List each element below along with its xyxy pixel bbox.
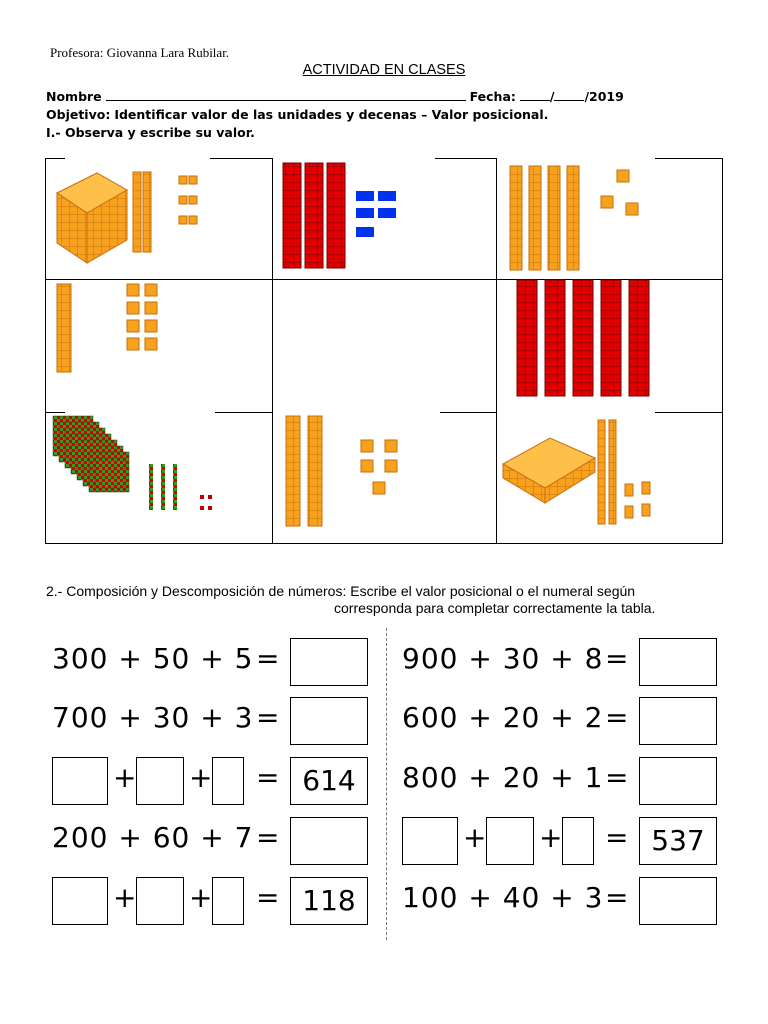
ten-rod-icon (305, 163, 323, 268)
plus-sign: + (539, 821, 563, 854)
ten-rod-icon (143, 172, 151, 252)
equals-sign: = (605, 761, 629, 794)
addend-hundreds: 700 (52, 701, 109, 734)
date-month-field[interactable] (554, 88, 584, 101)
plus-sign: + (108, 701, 153, 734)
section1-title: I.- Observa y escribe su valor. (46, 125, 255, 140)
name-label: Nombre (46, 89, 102, 104)
equation-expression (402, 761, 603, 794)
result-answer-box[interactable] (290, 697, 368, 745)
ten-rod-icon (327, 163, 345, 268)
addend-hundreds: 100 (402, 881, 459, 914)
ten-rod-icon (573, 280, 593, 396)
equation-expression (52, 821, 253, 854)
equals-sign: = (256, 642, 280, 675)
plus-sign: + (190, 821, 235, 854)
blocks-illustrations (45, 158, 723, 544)
addend-units: 1 (584, 761, 604, 794)
plus-sign: + (458, 881, 503, 914)
hundreds-answer-box[interactable] (402, 817, 458, 865)
equals-sign: = (605, 642, 629, 675)
ten-rod-icon (517, 280, 537, 396)
units-answer-box[interactable] (212, 877, 244, 925)
ten-rod-icon (629, 280, 649, 396)
equals-sign: = (256, 881, 280, 914)
addend-units: 3 (584, 881, 604, 914)
addend-units: 2 (584, 701, 604, 734)
addend-tens: 40 (502, 881, 541, 914)
hundreds-flats-icon (53, 416, 129, 492)
plus-sign: + (189, 761, 213, 794)
plus-sign: + (189, 881, 213, 914)
section2-title: 2.- Composición y Descomposición de números: Escribe el valor posicional o el numeral según (46, 583, 636, 599)
objective-text: Identificar valor de las unidades y decenas – Valor posicional. (114, 107, 549, 122)
addend-hundreds: 800 (402, 761, 459, 794)
addend-units: 5 (234, 642, 254, 675)
date-separator: / (549, 89, 555, 104)
result-answer-box[interactable] (639, 697, 717, 745)
objective-label: Objetivo: (46, 107, 111, 122)
units-answer-box[interactable] (562, 817, 594, 865)
ten-rod-icon (510, 166, 522, 270)
addend-units: 8 (584, 642, 604, 675)
plus-sign: + (190, 701, 235, 734)
addend-tens: 60 (152, 821, 191, 854)
addend-tens: 30 (152, 701, 191, 734)
result-number: 118 (290, 877, 368, 925)
page-title: ACTIVIDAD EN CLASES (302, 62, 466, 78)
equation-expression (402, 701, 603, 734)
hundreds-stack-icon (57, 173, 127, 263)
plus-sign: + (108, 821, 153, 854)
result-answer-box[interactable] (639, 877, 717, 925)
addend-tens: 20 (502, 761, 541, 794)
plus-sign: + (113, 881, 137, 914)
date-year: /2019 (584, 89, 624, 104)
ten-rod-icon (548, 166, 560, 270)
section2-subtitle: corresponda para completar correctamente la tabla. (334, 600, 656, 616)
plus-sign: + (540, 881, 585, 914)
plus-sign: + (113, 761, 137, 794)
ten-rod-icon (133, 172, 141, 252)
plus-sign: + (458, 642, 503, 675)
equals-sign: = (256, 701, 280, 734)
tens-answer-box[interactable] (136, 877, 184, 925)
addend-hundreds: 300 (52, 642, 109, 675)
equation-expression (52, 701, 253, 734)
equals-sign: = (256, 821, 280, 854)
result-number: 537 (639, 817, 717, 865)
result-answer-box[interactable] (639, 757, 717, 805)
addend-hundreds: 200 (52, 821, 109, 854)
ten-rod-icon (308, 416, 322, 526)
equation-expression (402, 642, 603, 675)
tens-answer-box[interactable] (486, 817, 534, 865)
ten-rod-icon (286, 416, 300, 526)
teacher-name: Profesora: Giovanna Lara Rubilar. (50, 45, 230, 60)
addend-tens: 20 (502, 701, 541, 734)
result-answer-box[interactable] (639, 638, 717, 686)
equation-expression (52, 642, 253, 675)
plus-sign: + (540, 701, 585, 734)
ten-rod-icon (601, 280, 621, 396)
ten-rod-icon (529, 166, 541, 270)
plus-sign: + (463, 821, 487, 854)
ten-rod-icon (545, 280, 565, 396)
blocks-grid (45, 158, 723, 544)
hundreds-answer-box[interactable] (52, 877, 108, 925)
addend-hundreds: 900 (402, 642, 459, 675)
equals-sign: = (605, 821, 629, 854)
name-field[interactable] (106, 88, 466, 101)
hundreds-answer-box[interactable] (52, 757, 108, 805)
plus-sign: + (190, 642, 235, 675)
addend-units: 7 (234, 821, 254, 854)
equals-sign: = (605, 701, 629, 734)
ten-rod-icon (567, 166, 579, 270)
hundred-flat-icon (503, 438, 595, 503)
addend-tens: 50 (152, 642, 191, 675)
equation-expression (402, 881, 603, 914)
equals-sign: = (256, 761, 280, 794)
units-answer-box[interactable] (212, 757, 244, 805)
result-number: 614 (290, 757, 368, 805)
addend-units: 3 (234, 701, 254, 734)
plus-sign: + (458, 701, 503, 734)
addend-tens: 30 (502, 642, 541, 675)
equals-sign: = (605, 881, 629, 914)
ten-rod-icon (609, 420, 616, 524)
objective-row (46, 107, 548, 122)
date-day-field[interactable] (520, 88, 550, 101)
ten-rod-icon (598, 420, 605, 524)
column-divider (386, 628, 387, 940)
plus-sign: + (108, 642, 153, 675)
addend-hundreds: 600 (402, 701, 459, 734)
date-label: Fecha: (469, 89, 516, 104)
tens-answer-box[interactable] (136, 757, 184, 805)
result-answer-box[interactable] (290, 817, 368, 865)
plus-sign: + (540, 761, 585, 794)
ten-rod-icon (283, 163, 301, 268)
ten-rod-icon (57, 284, 71, 372)
plus-sign: + (540, 642, 585, 675)
plus-sign: + (458, 761, 503, 794)
name-row (46, 88, 624, 104)
result-answer-box[interactable] (290, 638, 368, 686)
